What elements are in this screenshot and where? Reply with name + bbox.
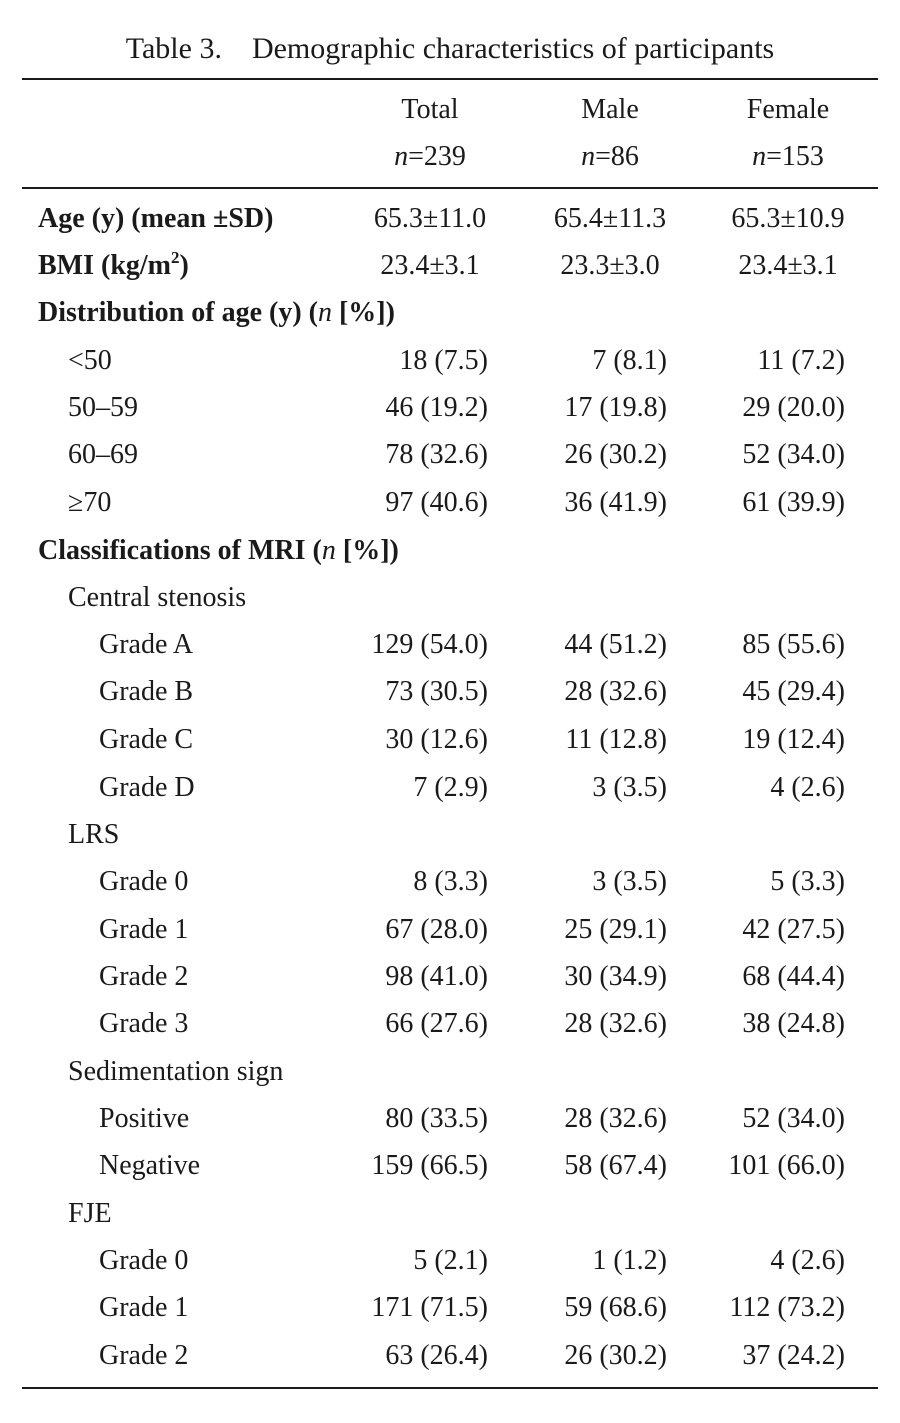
n-value: =153 bbox=[766, 141, 824, 172]
subsection-label: LRS bbox=[68, 819, 120, 850]
row-total: 73 (30.5) bbox=[385, 676, 488, 707]
bmi-total: 23.4±3.1 bbox=[380, 250, 480, 281]
col-female-n bbox=[698, 133, 878, 180]
row-female: 4 (2.6) bbox=[770, 1245, 845, 1276]
table-row bbox=[0, 1095, 900, 1142]
section-label-end: [%]) bbox=[335, 535, 399, 566]
col-male-header: Male bbox=[581, 94, 639, 125]
sedimentation-header bbox=[0, 1048, 900, 1095]
row-male: 36 (41.9) bbox=[564, 487, 667, 518]
bmi-male: 23.3±3.0 bbox=[560, 250, 660, 281]
row-female: 101 (66.0) bbox=[728, 1150, 845, 1181]
row-total: 30 (12.6) bbox=[385, 724, 488, 755]
row-label: Grade 2 bbox=[99, 961, 189, 992]
row-female: 42 (27.5) bbox=[742, 914, 845, 945]
row-female: 112 (73.2) bbox=[729, 1292, 845, 1323]
row-total: 159 (66.5) bbox=[371, 1150, 488, 1181]
table-row bbox=[0, 384, 900, 431]
row-total: 129 (54.0) bbox=[371, 629, 488, 660]
row-total: 98 (41.0) bbox=[385, 961, 488, 992]
row-female: 52 (34.0) bbox=[742, 1103, 845, 1134]
table-row bbox=[0, 431, 900, 478]
row-male: 28 (32.6) bbox=[564, 676, 667, 707]
mri-label bbox=[38, 527, 399, 574]
header-n-row bbox=[0, 133, 900, 180]
n-value: =239 bbox=[408, 141, 466, 172]
row-label: ≥70 bbox=[68, 487, 112, 518]
row-label: <50 bbox=[68, 345, 112, 376]
row-female: 85 (55.6) bbox=[742, 629, 845, 660]
row-total: 80 (33.5) bbox=[385, 1103, 488, 1134]
row-female: 19 (12.4) bbox=[742, 724, 845, 755]
row-label: Grade D bbox=[99, 772, 195, 803]
row-label: 50–59 bbox=[68, 392, 138, 423]
row-female: 4 (2.6) bbox=[770, 772, 845, 803]
row-total: 8 (3.3) bbox=[413, 866, 488, 897]
row-total: 171 (71.5) bbox=[371, 1292, 488, 1323]
row-label: Grade 3 bbox=[99, 1008, 189, 1039]
age-distribution-header bbox=[0, 289, 900, 336]
col-male-n bbox=[520, 133, 700, 180]
section-label: Classifications of MRI ( bbox=[38, 535, 322, 566]
row-male: 3 (3.5) bbox=[592, 772, 667, 803]
row-label: Positive bbox=[99, 1103, 190, 1134]
fje-header bbox=[0, 1190, 900, 1237]
row-total: 7 (2.9) bbox=[413, 772, 488, 803]
table-row bbox=[0, 953, 900, 1000]
row-total: 97 (40.6) bbox=[385, 487, 488, 518]
table-row bbox=[0, 479, 900, 526]
row-male: 59 (68.6) bbox=[564, 1292, 667, 1323]
table-row bbox=[0, 906, 900, 953]
n-value: =86 bbox=[595, 141, 639, 172]
lrs-header bbox=[0, 811, 900, 858]
row-label: Grade A bbox=[99, 629, 194, 660]
row-male: 1 (1.2) bbox=[592, 1245, 667, 1276]
row-female: 37 (24.2) bbox=[742, 1340, 845, 1371]
age-female: 65.3±10.9 bbox=[731, 203, 845, 234]
row-male: 7 (8.1) bbox=[592, 345, 667, 376]
row-label: Grade 1 bbox=[99, 914, 189, 945]
row-male: 28 (32.6) bbox=[564, 1103, 667, 1134]
bmi-label-sup: 2 bbox=[171, 248, 180, 267]
n-symbol: n bbox=[321, 535, 336, 566]
subsection-label: Sedimentation sign bbox=[68, 1056, 284, 1087]
n-symbol: n bbox=[317, 297, 332, 328]
age-distribution-label bbox=[38, 289, 395, 336]
row-male: 26 (30.2) bbox=[564, 1340, 667, 1371]
row-label: Grade 0 bbox=[99, 866, 189, 897]
age-label: Age (y) (mean ±SD) bbox=[38, 203, 274, 234]
row-female: 38 (24.8) bbox=[742, 1008, 845, 1039]
subsection-label: Central stenosis bbox=[68, 582, 247, 613]
bmi-label-end: ) bbox=[179, 250, 189, 281]
col-total-header: Total bbox=[401, 94, 459, 125]
age-total: 65.3±11.0 bbox=[373, 203, 487, 234]
row-label: Grade B bbox=[99, 676, 194, 707]
row-label: Grade C bbox=[99, 724, 194, 755]
table-row bbox=[0, 1284, 900, 1331]
row-label: Negative bbox=[99, 1150, 201, 1181]
row-label: Grade 0 bbox=[99, 1245, 189, 1276]
row-male: 58 (67.4) bbox=[564, 1150, 667, 1181]
bmi-label bbox=[38, 242, 189, 289]
col-female-header: Female bbox=[746, 94, 830, 125]
row-female: 29 (20.0) bbox=[742, 392, 845, 423]
row-male: 17 (19.8) bbox=[564, 392, 667, 423]
table-caption: Table 3. Demographic characteristics of participants bbox=[125, 32, 775, 65]
bmi-label-main: BMI (kg/m bbox=[38, 250, 171, 281]
age-row bbox=[0, 195, 900, 242]
row-total: 66 (27.6) bbox=[385, 1008, 488, 1039]
bmi-row bbox=[0, 242, 900, 289]
row-female: 11 (7.2) bbox=[757, 345, 845, 376]
row-female: 68 (44.4) bbox=[742, 961, 845, 992]
subsection-label: FJE bbox=[68, 1198, 112, 1229]
table-row bbox=[0, 716, 900, 763]
section-label-end: [%]) bbox=[331, 297, 395, 328]
central-stenosis-header bbox=[0, 574, 900, 621]
row-male: 25 (29.1) bbox=[564, 914, 667, 945]
section-label: Distribution of age (y) ( bbox=[38, 297, 318, 328]
age-male: 65.4±11.3 bbox=[553, 203, 667, 234]
header-names-row bbox=[0, 86, 900, 133]
n-symbol: n bbox=[752, 141, 767, 172]
row-total: 63 (26.4) bbox=[385, 1340, 488, 1371]
bottom-rule bbox=[22, 1387, 878, 1389]
row-female: 45 (29.4) bbox=[742, 676, 845, 707]
row-female: 61 (39.9) bbox=[742, 487, 845, 518]
row-female: 5 (3.3) bbox=[770, 866, 845, 897]
row-male: 26 (30.2) bbox=[564, 439, 667, 470]
row-male: 11 (12.8) bbox=[565, 724, 667, 755]
col-total-n bbox=[340, 133, 520, 180]
table-row bbox=[0, 1142, 900, 1189]
table-row bbox=[0, 1237, 900, 1284]
row-label: 60–69 bbox=[68, 439, 138, 470]
table-row bbox=[0, 858, 900, 905]
row-total: 46 (19.2) bbox=[385, 392, 488, 423]
table-row bbox=[0, 621, 900, 668]
n-symbol: n bbox=[394, 141, 409, 172]
row-total: 67 (28.0) bbox=[385, 914, 488, 945]
table-row bbox=[0, 764, 900, 811]
row-total: 5 (2.1) bbox=[413, 1245, 488, 1276]
table-row bbox=[0, 668, 900, 715]
mri-header bbox=[0, 527, 900, 574]
row-female: 52 (34.0) bbox=[742, 439, 845, 470]
table-row bbox=[0, 1000, 900, 1047]
row-total: 78 (32.6) bbox=[385, 439, 488, 470]
header-rule bbox=[22, 187, 878, 189]
row-male: 3 (3.5) bbox=[592, 866, 667, 897]
row-total: 18 (7.5) bbox=[399, 345, 488, 376]
row-male: 28 (32.6) bbox=[564, 1008, 667, 1039]
table-row bbox=[0, 1332, 900, 1379]
row-male: 30 (34.9) bbox=[564, 961, 667, 992]
bmi-female: 23.4±3.1 bbox=[738, 250, 838, 281]
row-label: Grade 2 bbox=[99, 1340, 189, 1371]
row-label: Grade 1 bbox=[99, 1292, 189, 1323]
top-rule bbox=[22, 78, 878, 80]
table-row bbox=[0, 337, 900, 384]
n-symbol: n bbox=[581, 141, 596, 172]
row-male: 44 (51.2) bbox=[564, 629, 667, 660]
